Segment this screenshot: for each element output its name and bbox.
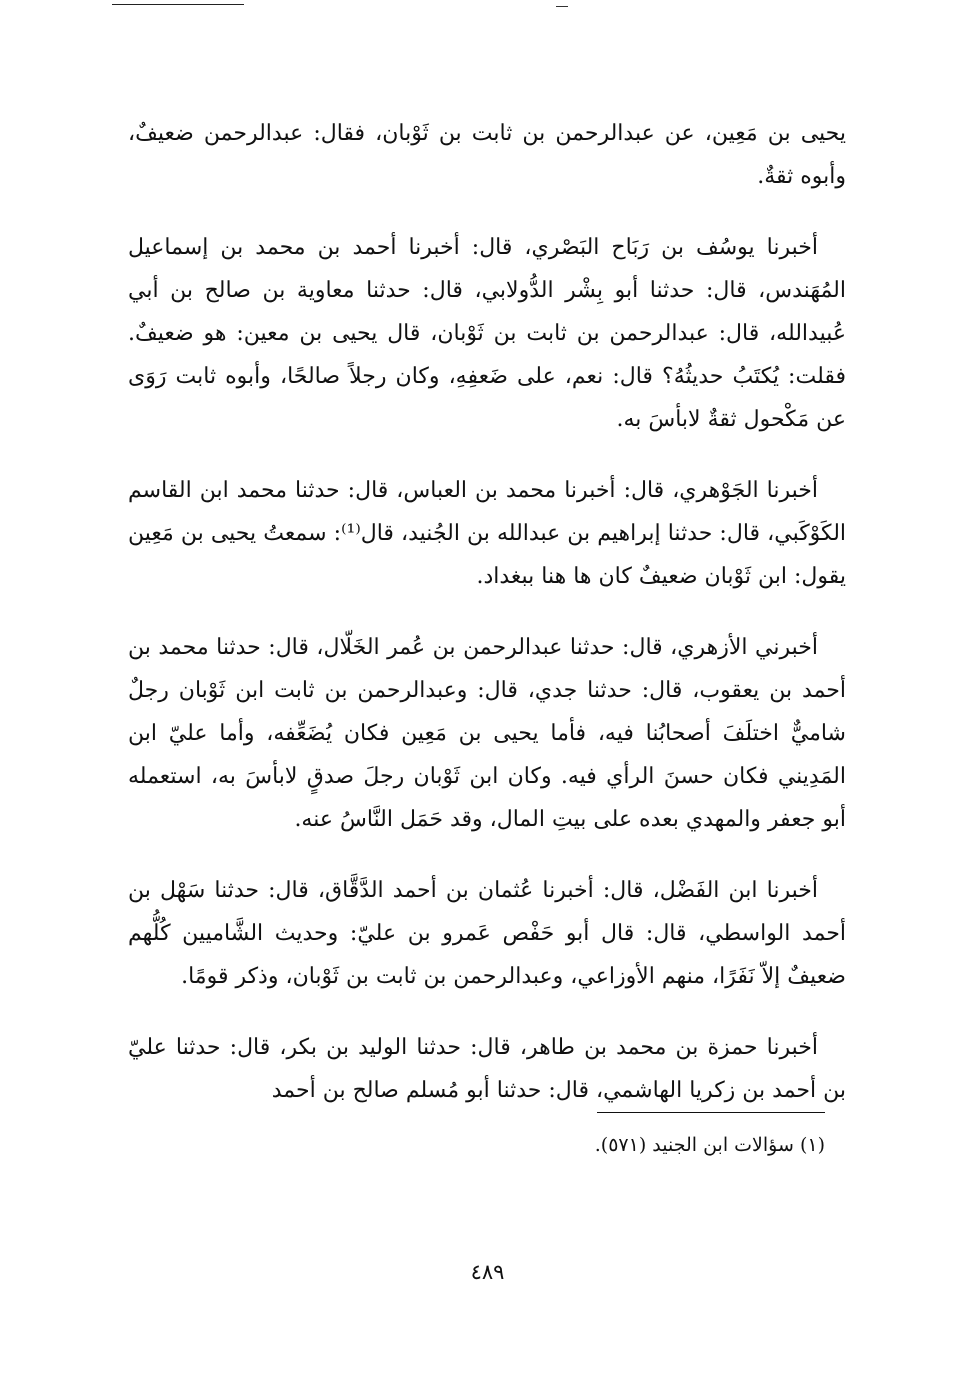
paragraph-5: أخبرنا ابن الفَضْل، قال: أخبرنا عُثمان بن أحمد الدَّقَّاق، قال: حدثنا سَهْل بن أحمد الواسطي، قال: قال أبو حَفْص عَمرو بن عليّ: وحديث الشَّاميين كُلُّهم ضعيفٌ إلاّ نَفَرًا، منهم الأوزاعي، وعبدالرحمن بن ثابت بن ثَوْبان، وذكر قومًا.: [128, 878, 846, 989]
paragraph-6: أخبرنا حمزة بن محمد بن طاهر، قال: حدثنا الوليد بن بكر، قال: حدثنا عليّ بن أحمد بن زكريا الهاشمي، قال: حدثنا أبو مُسلم صالح بن أحمد: [128, 1035, 846, 1103]
paragraph-1: يحيى بن مَعِين، عن عبدالرحمن بن ثابت بن ثَوْبان، فقال: عبدالرحمن ضعيفٌ، وأبوه ثقةٌ.: [128, 121, 846, 189]
footnote: (١) سؤالات ابن الجنيد (٥٧١).: [594, 1134, 825, 1156]
page-number: ٤٨٩: [470, 1260, 505, 1284]
top-dash: [556, 6, 568, 7]
top-rule-left: [112, 4, 244, 5]
paragraph-4: أخبرني الأزهري، قال: حدثنا عبدالرحمن بن عُمر الخَلّال، قال: حدثنا محمد بن أحمد بن يعقوب، قال: حدثنا جدي، قال: وعبدالرحمن بن ثابت ابن ثَوْبان رجلٌ شاميٌّ اختلَفَ أصحابُنا فيه، فأما يحيى بن مَعِين فكان يُضَعِّفه، وأما عليّ ابن المَدِيني فكان حسنَ الرأي فيه. وكان ابن ثَوْبان رجلَ صدقٍ لابأسَ به، استعمله أبو جعفر والمهدي بعده على بيتِ المال، وقد حَمَل النَّاسُ عنه.: [128, 635, 846, 832]
paragraph-2: أخبرنا يوسُف بن رَبَاح البَصْري، قال: أخبرنا أحمد بن محمد بن إسماعيل المُهَندس، قال: حدثنا أبو بِشْر الدُّولابي، قال: حدثنا معاوية بن صالح بن أبي عُبيدالله، قال: عبدالرحمن بن ثابت بن ثَوْبان، قال يحيى بن معين: هو ضعيفٌ. فقلت: يُكتَبُ حديثُهُ؟ قال: نعم، على ضَعفِهِ، وكان رجلاً صالحًا، وأبوه ثابت رَوَى عن مَكْحول ثقةٌ لابأسَ به.: [128, 235, 846, 432]
page-body: [128, 112, 846, 1140]
footnote-rule: [597, 1112, 825, 1113]
paragraph-3: أخبرنا الجَوْهري، قال: أخبرنا محمد بن العباس، قال: حدثنا محمد ابن القاسم الكَوْكَبي، قال: حدثنا إبراهيم بن عبدالله بن الجُنيد، قال⁽¹⁾: سمعتُ يحيى بن مَعِين يقول: ابن ثَوْبان ضعيفٌ كان ها هنا ببغداد.: [128, 478, 847, 589]
